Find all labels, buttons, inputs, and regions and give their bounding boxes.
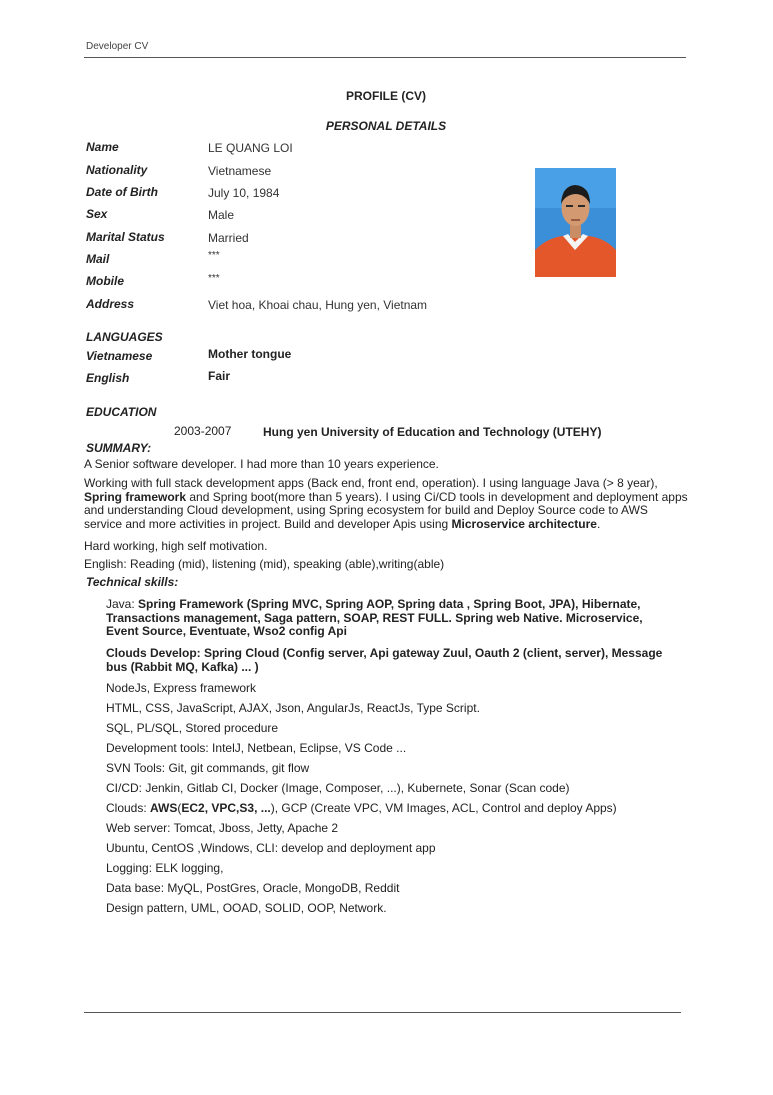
skill-os: Ubuntu, CentOS ,Windows, CLI: develop and deployment app bbox=[106, 841, 436, 855]
sex-value: Male bbox=[208, 208, 235, 222]
skill-clouds-paren: ( bbox=[177, 801, 182, 815]
language-vietnamese-level: Mother tongue bbox=[208, 347, 292, 361]
document-header-label: Developer CV bbox=[86, 41, 149, 52]
marital-value: Married bbox=[208, 231, 249, 245]
skill-design-pattern: Design pattern, UML, OOAD, SOLID, OOP, Network. bbox=[106, 901, 387, 915]
mail-value: *** bbox=[208, 250, 220, 261]
summary-spring-framework: Spring framework bbox=[84, 489, 187, 504]
summary-text: . bbox=[596, 516, 601, 531]
skill-java bbox=[106, 598, 676, 639]
skill-cicd: CI/CD: Jenkin, Gitlab CI, Docker (Image, Composer, ...), Kubernete, Sonar (Scan code) bbox=[106, 781, 570, 795]
address-label: Address bbox=[86, 297, 135, 311]
languages-heading: LANGUAGES bbox=[86, 330, 163, 344]
skill-clouds-gcp: ), GCP (Create VPC, VM Images, ACL, Control and deploy Apps) bbox=[270, 801, 617, 815]
skill-clouds-aws: AWS bbox=[150, 801, 178, 815]
name-label: Name bbox=[86, 140, 119, 154]
personal-details-heading: PERSONAL DETAILS bbox=[325, 119, 447, 133]
mobile-value: *** bbox=[208, 273, 220, 284]
language-vietnamese-label: Vietnamese bbox=[86, 349, 153, 363]
education-years: 2003-2007 bbox=[174, 424, 232, 438]
summary-line-experience: A Senior software developer. I had more than 10 years experience. bbox=[84, 457, 439, 471]
nationality-value: Vietnamese bbox=[208, 164, 272, 178]
skills-heading: Technical skills: bbox=[86, 575, 179, 589]
education-school: Hung yen University of Education and Technology (UTEHY) bbox=[263, 425, 602, 439]
address-value: Viet hoa, Khoai chau, Hung yen, Vietnam bbox=[208, 298, 428, 312]
language-english-level: Fair bbox=[208, 369, 231, 383]
header-divider bbox=[84, 57, 686, 58]
name-value: LE QUANG LOI bbox=[208, 141, 293, 155]
profile-photo bbox=[535, 168, 616, 277]
skill-nodejs: NodeJs, Express framework bbox=[106, 681, 257, 695]
skill-database: Data base: MyQL, PostGres, Oracle, MongoDB, Reddit bbox=[106, 881, 400, 895]
summary-heading: SUMMARY: bbox=[86, 441, 152, 455]
skill-sql: SQL, PL/SQL, Stored procedure bbox=[106, 721, 279, 735]
summary-line-motivation: Hard working, high self motivation. bbox=[84, 539, 268, 553]
dob-label: Date of Birth bbox=[86, 185, 158, 199]
profile-title: PROFILE (CV) bbox=[346, 89, 426, 103]
skill-logging: Logging: ELK logging, bbox=[106, 861, 224, 875]
skill-web-server: Web server: Tomcat, Jboss, Jetty, Apache 2 bbox=[106, 821, 339, 835]
education-heading: EDUCATION bbox=[86, 405, 157, 419]
marital-label: Marital Status bbox=[86, 230, 165, 244]
skill-java-prefix: Java: bbox=[106, 597, 139, 611]
mobile-label: Mobile bbox=[86, 274, 124, 288]
skill-web: HTML, CSS, JavaScript, AJAX, Json, AngularJs, ReactJs, Type Script. bbox=[106, 701, 480, 715]
summary-line-english: English: Reading (mid), listening (mid), speaking (able),writing(able) bbox=[84, 557, 445, 571]
sex-label: Sex bbox=[86, 207, 108, 221]
summary-paragraph-fullstack bbox=[84, 477, 689, 531]
summary-microservice: Microservice architecture bbox=[451, 516, 597, 531]
dob-value: July 10, 1984 bbox=[208, 186, 280, 200]
skill-java-details: Spring Framework (Spring MVC, Spring AOP, Spring data , Spring Boot, JPA), Hibernate, Transactions management, Saga pattern, SOAP, REST FULL. Spring web Native. Microservice, Event Source, Eventuate, Wso2 config Api bbox=[106, 597, 643, 638]
summary-text: and Spring boot(more than 5 years). I using Ci/CD tools in development and deployment apps and understanding Cloud development, using Spring ecosystem for build and Deploy Source code to AWS service and more activities in project. Build and developer Apis using bbox=[84, 489, 688, 531]
skill-cloud-develop: Clouds Develop: Spring Cloud (Config server, Api gateway Zuul, Oauth 2 (client, server), Message bus (Rabbit MQ, Kafka) ... ) bbox=[106, 646, 663, 674]
language-english-label: English bbox=[86, 371, 130, 385]
mail-label: Mail bbox=[86, 252, 110, 266]
skill-dev-tools: Development tools: IntelJ, Netbean, Eclipse, VS Code ... bbox=[106, 741, 407, 755]
summary-text: Working with full stack development apps (Back end, front end, operation). I using language Java (> 8 year), bbox=[84, 476, 658, 490]
skill-clouds bbox=[106, 802, 676, 816]
skill-clouds-prefix: Clouds: bbox=[106, 801, 151, 815]
skill-clouds-aws-services: EC2, VPC,S3, ... bbox=[181, 801, 271, 815]
footer-divider bbox=[84, 1012, 681, 1013]
skill-svn: SVN Tools: Git, git commands, git flow bbox=[106, 761, 310, 775]
nationality-label: Nationality bbox=[86, 163, 148, 177]
